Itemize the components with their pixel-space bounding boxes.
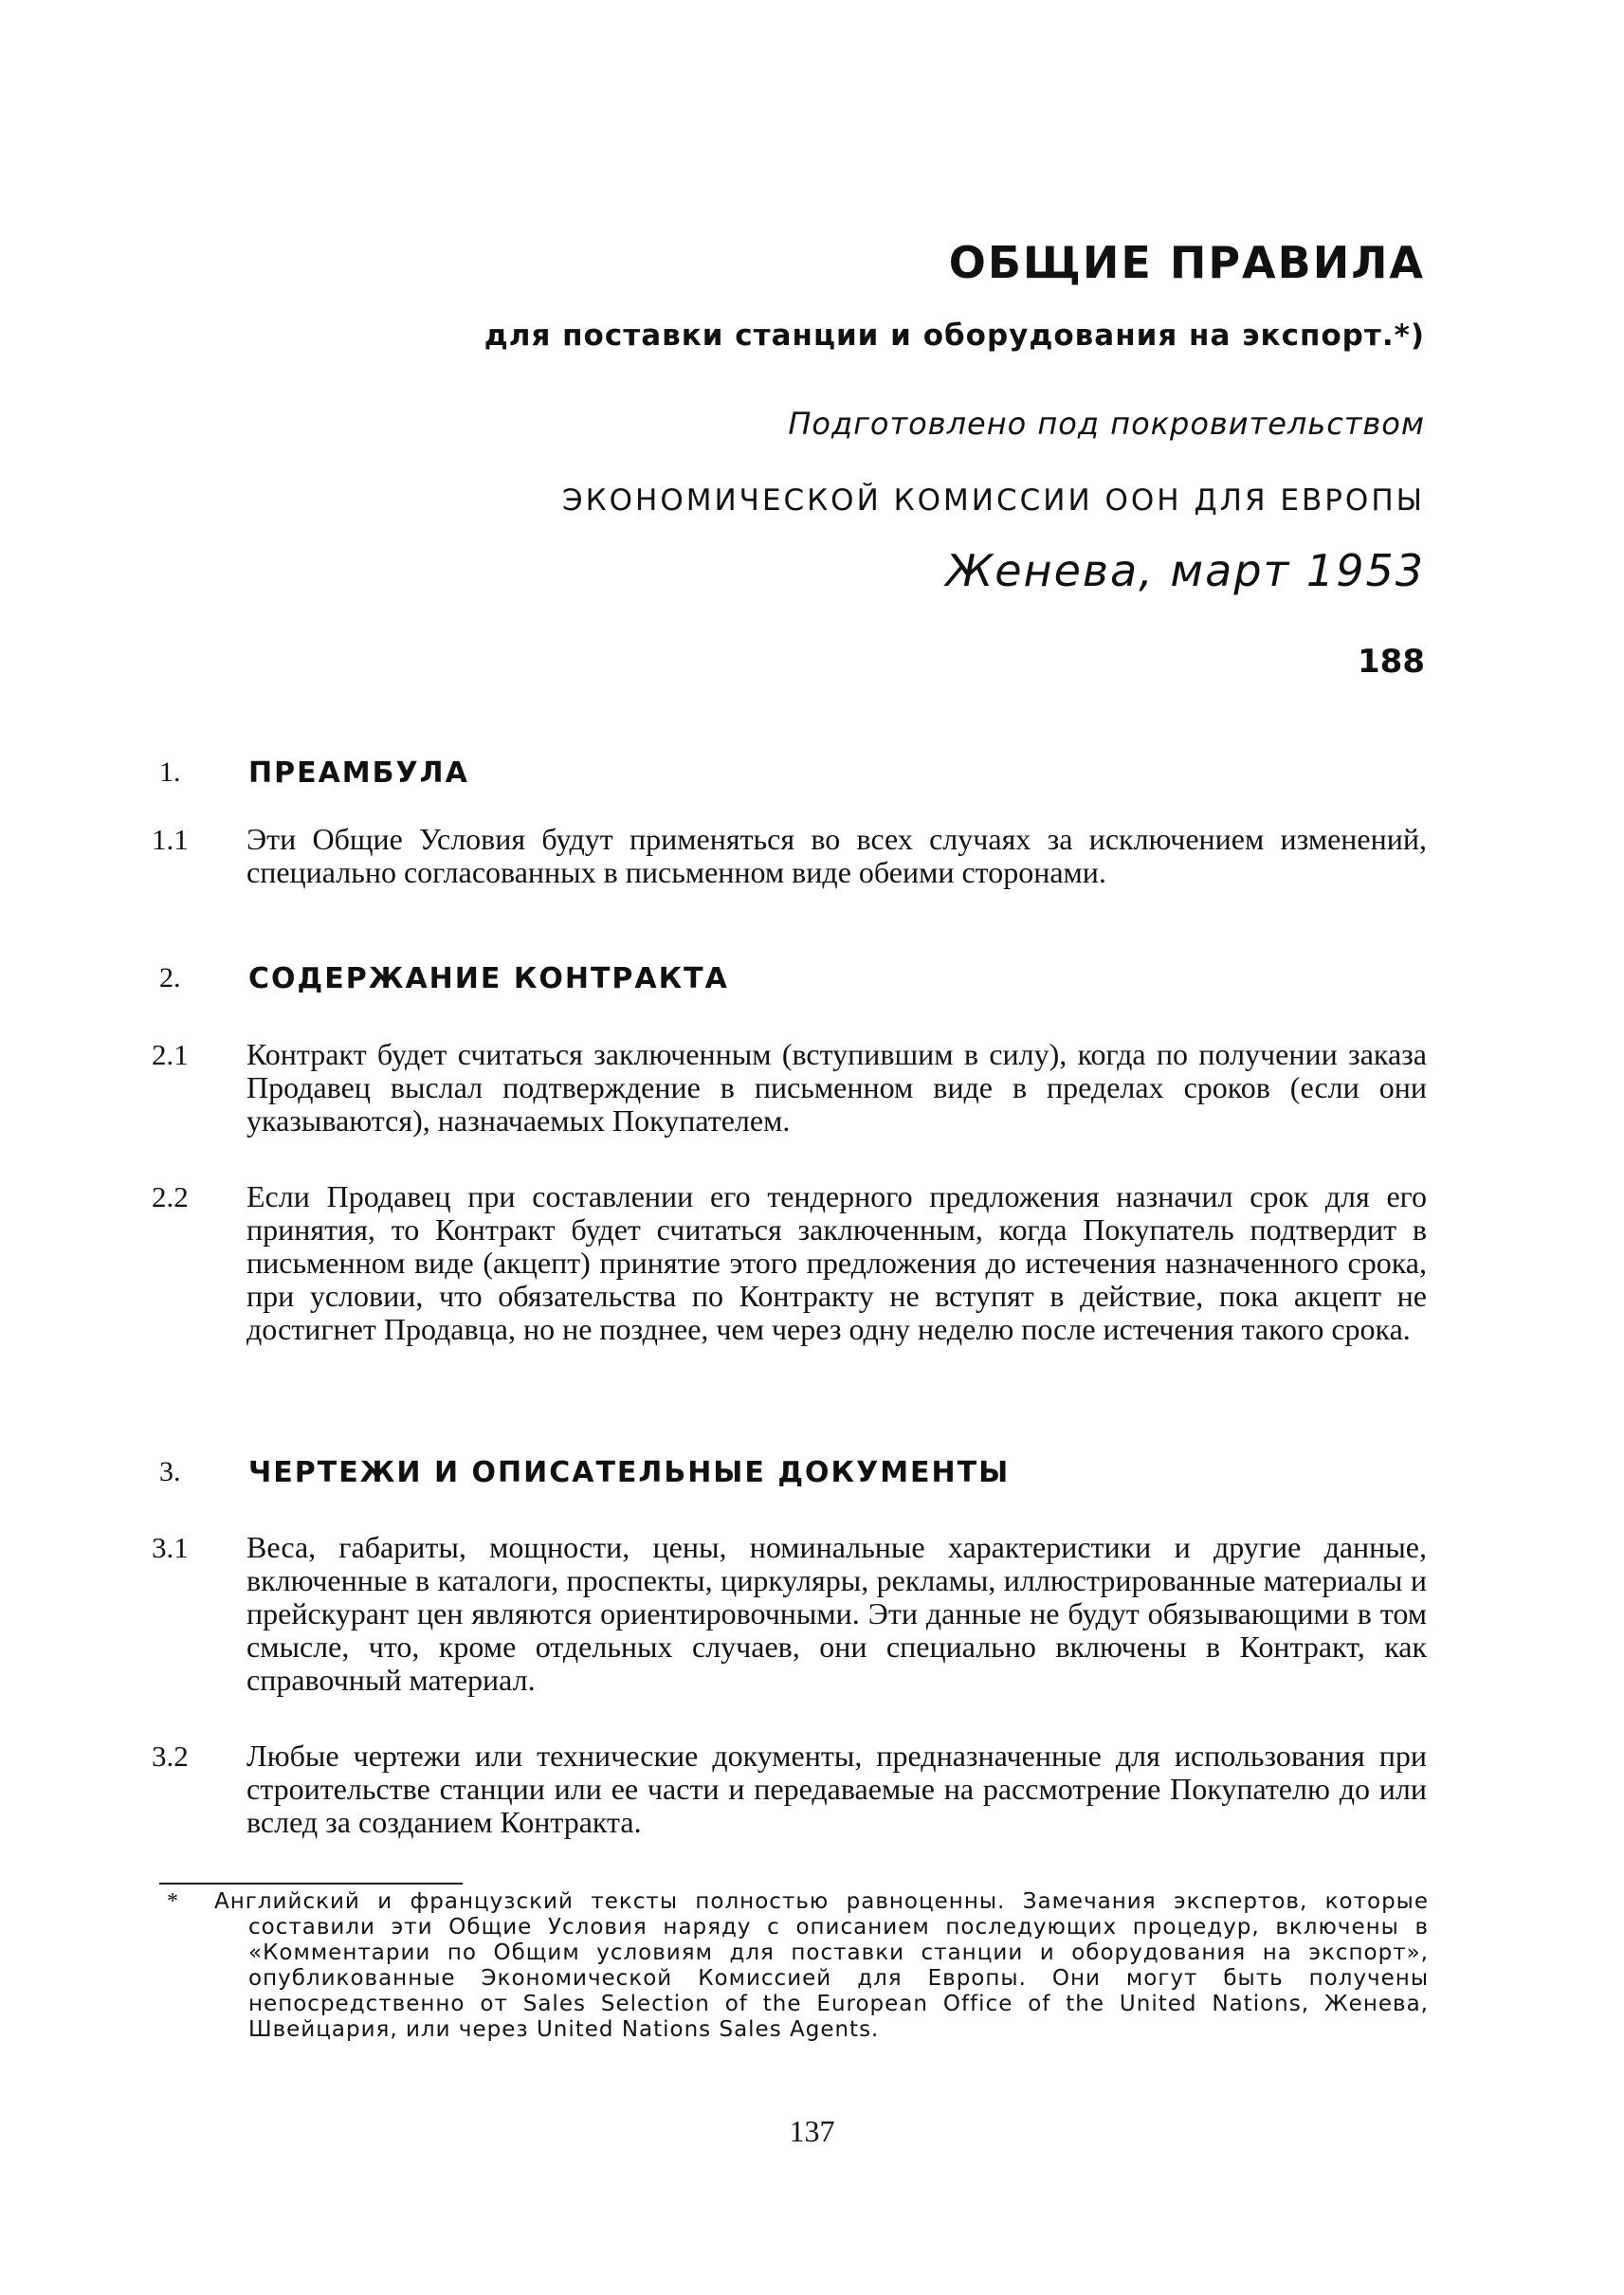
clause-text: Если Продавец при составлении его тендерного предложения назначил срок для его принятия, то Контракт будет считаться заключенным, когда Покупатель подтвердит в письменном виде (акцепт) принятие этого предложения до истечения назначенного срока, при условии, что обязательства по Контракту не вступят в действие, пока акцепт не достигнет Продавца, но не позднее, чем через одну неделю после истечения такого срока. bbox=[246, 1179, 1427, 1346]
section-number: 3. bbox=[159, 1456, 181, 1487]
commission-name: ЭКОНОМИЧЕСКОЙ КОМИССИИ ООН ДЛЯ ЕВРОПЫ bbox=[561, 483, 1425, 518]
document-subtitle: для поставки станции и оборудования на экспорт.*) bbox=[484, 319, 1425, 353]
prepared-under-line: Подготовлено под покровительством bbox=[788, 406, 1425, 442]
page-number: 137 bbox=[789, 2114, 835, 2148]
section-title: ЧЕРТЕЖИ И ОПИСАТЕЛЬНЫЕ ДОКУМЕНТЫ bbox=[248, 1456, 1011, 1489]
section-title: СОДЕРЖАНИЕ КОНТРАКТА bbox=[248, 962, 729, 995]
section-number: 2. bbox=[159, 962, 181, 993]
clause-text: Любые чертежи или технические документы, предназначенные для использования при строительстве станции или ее части и передаваемые на рассмотрение Покупателю до или вслед за созданием Контракта. bbox=[246, 1739, 1427, 1839]
clause-text: Эти Общие Условия будут применяться во всех случаях за исключением изменений, специально согласованных в письменном виде обеими сторонами. bbox=[246, 822, 1427, 889]
place-date: Женева, март 1953 bbox=[945, 545, 1425, 596]
clause-number: 2.2 bbox=[152, 1180, 189, 1213]
footnote-divider bbox=[159, 1883, 463, 1885]
clause-number: 2.1 bbox=[152, 1038, 189, 1071]
document-number: 188 bbox=[1358, 643, 1425, 681]
clause-number: 3.2 bbox=[152, 1739, 189, 1773]
clause-text: Контракт будет считаться заключенным (вступившим в силу), когда по получении заказа Продавец выслал подтверждение в письменном виде в пределах сроков (если они указываются), назначаемых Покупателем. bbox=[246, 1037, 1427, 1138]
document-title: ОБЩИЕ ПРАВИЛА bbox=[948, 237, 1425, 288]
section-number: 1. bbox=[159, 756, 181, 788]
section-title: ПРЕАМБУЛА bbox=[248, 756, 469, 790]
clause-number: 3.1 bbox=[152, 1531, 189, 1564]
footnote-body: Английский и французский тексты полностью равноценны. Замечания экспертов, которые составили эти Общие Условия наряду с описанием последующих процедур, включены в «Комментарии по Общим условиям для поставки станции и оборудования на экспорт», опубликованные Экономической Комиссией для Европы. Они могут быть получены непосредственно от Sales Selection of the European Office of the United Nations, Женева, Швейцария, или через United Nations Sales Agents. bbox=[214, 1889, 1429, 2042]
footnote-text bbox=[214, 1889, 1429, 2043]
footnote-mark: * bbox=[167, 1889, 178, 1914]
clause-number: 1.1 bbox=[152, 823, 189, 856]
clause-text: Веса, габариты, мощности, цены, номинальные характеристики и другие данные, включенные в каталоги, проспекты, циркуляры, рекламы, иллюстрированные материалы и прейскурант цен являются ориентировочными. Эти данные не будут обязывающими в том смысле, что, кроме отдельных случаев, они специально включены в Контракт, как справочный материал. bbox=[246, 1530, 1427, 1697]
